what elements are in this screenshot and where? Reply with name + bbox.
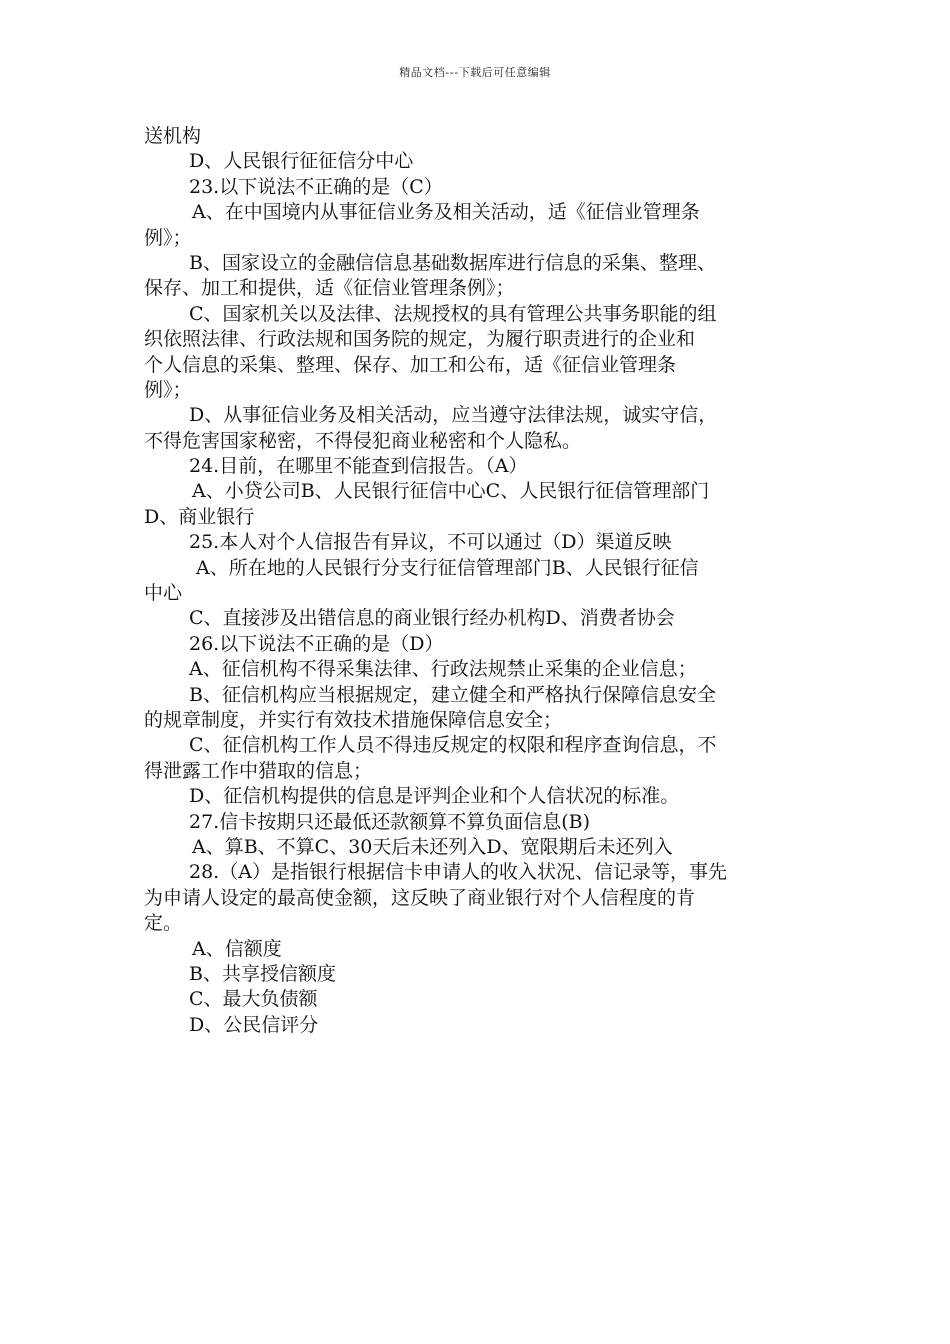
text-line: A、在中国境内从事征信业务及相关活动，适《征信业管理条 (192, 201, 700, 224)
text-line: C、直接涉及出错信息的商业银行经办机构D、消费者协会 (189, 607, 675, 630)
text-line: D、商业银行 (144, 505, 255, 528)
text-line: A、小贷公司B、人民银行征信中心C、人民银行征信管理部门 (192, 480, 710, 503)
text-line: A、征信机构不得采集法律、行政法规禁止采集的企业信息； (189, 658, 697, 681)
text-line: 个人信息的采集、整理、保存、加工和公布，适《征信业管理条 (144, 353, 677, 376)
text-line: 定。 (144, 912, 183, 935)
text-line: 例》； (144, 226, 192, 249)
text-line: D、从事征信业务及相关活动，应当遵守法律法规，诚实守信， (189, 404, 718, 427)
text-line: 23.以下说法不正确的是（C） (189, 175, 443, 198)
text-line: 25.本人对个人信报告有异议，不可以通过（D）渠道反映 (189, 531, 672, 554)
text-line: B、征信机构应当根据规定，建立健全和严格执行保障信息安全 (189, 683, 716, 706)
page-header: 精品文档---下载后可任意编辑 (399, 66, 551, 79)
text-line: 织依照法律、行政法规和国务院的规定，为履行职责进行的企业和 (144, 328, 696, 351)
text-line: 例》； (144, 378, 192, 401)
text-line: 26.以下说法不正确的是（D） (189, 632, 444, 655)
text-line: C、最大负债额 (189, 988, 318, 1011)
text-line: 保存、加工和提供，适《征信业管理条例》； (144, 277, 515, 300)
text-line: D、人民银行征征信分中心 (189, 150, 414, 173)
text-line: C、国家机关以及法律、法规授权的具有管理公共事务职能的组 (189, 302, 717, 325)
text-line: D、公民信评分 (189, 1013, 319, 1036)
text-line: 24.目前，在哪里不能查到信报告。（A） (189, 455, 528, 478)
text-line: 中心 (144, 582, 183, 605)
text-line: A、算B、不算C、30天后未还列入D、宽限期后未还列入 (192, 835, 673, 858)
text-line: D、征信机构提供的信息是评判企业和个人信状况的标准。 (189, 785, 680, 808)
text-line: 不得危害国家秘密，不得侵犯商业秘密和个人隐私。 (144, 429, 582, 452)
text-line: A、信额度 (192, 937, 282, 960)
document-body (144, 124, 808, 1038)
text-line: 的规章制度，并实行有效技术措施保障信息安全； (144, 708, 563, 731)
text-line: 送机构 (144, 125, 202, 147)
text-line: C、征信机构工作人员不得违反规定的权限和程序查询信息，不 (189, 734, 717, 757)
text-line: B、共享授信额度 (189, 962, 336, 985)
text-line: B、国家设立的金融信信息基础数据库进行信息的采集、整理、 (189, 251, 716, 274)
text-line: 得泄露工作中猎取的信息； (144, 759, 373, 782)
text-line: 为申请人设定的最高使金额，这反映了商业银行对个人信程度的肯 (144, 886, 696, 909)
text-line: 28.（A）是指银行根据信卡申请人的收入状况、信记录等，事先 (189, 861, 727, 884)
text-line: 27.信卡按期只还最低还款额算不算负面信息(B) (189, 810, 591, 833)
text-line: A、所在地的人民银行分支行征信管理部门B、人民银行征信 (196, 556, 699, 579)
